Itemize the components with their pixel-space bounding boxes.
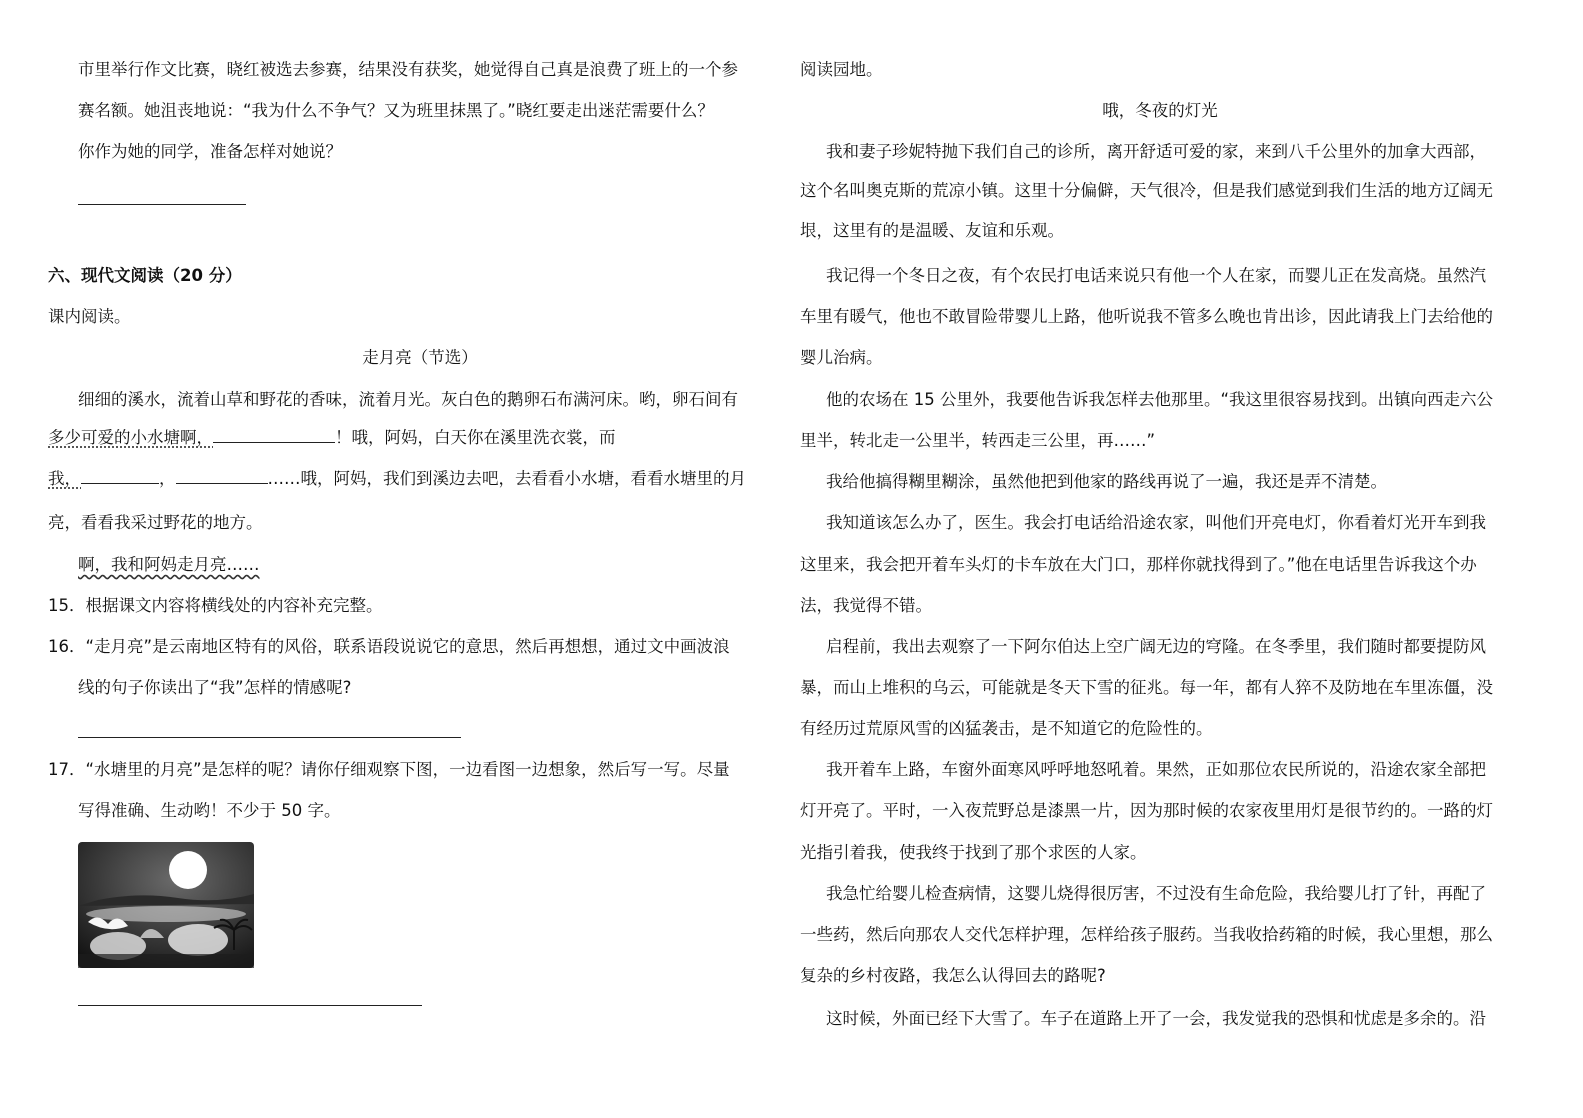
question-17-line-2: 写得准确、生动哟！不少于 50 字。	[78, 801, 341, 820]
passage-line-3a: 我，	[48, 469, 81, 488]
story-line-8: 里半，转北走一公里半，转西走三公里，再……”	[800, 431, 1156, 450]
section-title: 六、现代文阅读（20 分）	[48, 266, 242, 285]
intro-line-3: 你作为她的同学，准备怎样对她说？	[78, 142, 342, 161]
fill-blank-3[interactable]	[176, 467, 268, 484]
moon-pond-illustration	[78, 842, 254, 968]
question-15: 15．根据课文内容将横线处的内容补充完整。	[48, 596, 383, 615]
story-line-4: 我记得一个冬日之夜，有个农民打电话来说只有他一个人在家，而婴儿正在发高烧。虽然汽	[826, 266, 1486, 285]
story-line-11: 这里来，我会把开着车头灯的卡车放在大门口，那样你就找得到了。”他在电话里告诉我这个办	[800, 555, 1477, 574]
answer-line-17[interactable]	[78, 1005, 422, 1006]
story-line-17: 灯开亮了。平时，一入夜荒野总是漆黑一片，因为那时候的农家夜里用灯是很节约的。一路的灯	[800, 801, 1493, 820]
passage-title: 走月亮（节选）	[362, 348, 478, 367]
intro-line-1: 市里举行作文比赛，晓红被选去参赛，结果没有获奖，她觉得自己真是浪费了班上的一个参	[78, 60, 738, 79]
story-line-5: 车里有暖气，他也不敢冒险带婴儿上路，他听说我不管多么晚也肯出诊，因此请我上门去给他的	[800, 307, 1493, 326]
question-17-line-1: 17．“水塘里的月亮”是怎样的呢？请你仔细观察下图，一边看图一边想象，然后写一写。尽量	[48, 760, 730, 779]
sub-label: 课内阅读。	[48, 307, 131, 326]
passage-line-4: 亮，看看我采过野花的地方。	[48, 513, 263, 532]
answer-line-16[interactable]	[78, 737, 461, 738]
passage-line-3b: ，	[159, 469, 176, 488]
fill-blank-2[interactable]	[81, 467, 159, 484]
passage-line-5-wavy: 啊，我和阿妈走月亮……	[78, 555, 260, 574]
question-16-line-1: 16．“走月亮”是云南地区特有的风俗，联系语段说说它的意思，然后再想想，通过文中画波浪	[48, 637, 730, 656]
passage-line-3c: ……哦，阿妈，我们到溪边去吧，去看看小水塘，看看水塘里的月	[267, 469, 746, 488]
story-line-1: 我和妻子珍妮特抛下我们自己的诊所，离开舒适可爱的家，来到八千公里外的加拿大西部，	[826, 142, 1486, 161]
passage-line-3	[48, 467, 746, 491]
story-line-3: 垠，这里有的是温暖、友谊和乐观。	[800, 221, 1064, 240]
story-line-7: 他的农场在 15 公里外，我要他告诉我怎样去他那里。“我这里很容易找到。出镇向西走六公	[826, 390, 1494, 409]
moon-icon	[169, 851, 207, 889]
story-line-9: 我给他搞得糊里糊涂，虽然他把到他家的路线再说了一遍，我还是弄不清楚。	[826, 472, 1387, 491]
story-line-19: 我急忙给婴儿检查病情，这婴儿烧得很厉害，不过没有生命危险，我给婴儿打了针，再配了	[826, 884, 1486, 903]
story-line-20: 一些药，然后向那农人交代怎样护理，怎样给孩子服药。当我收拾药箱的时候，我心里想，那么	[800, 925, 1493, 944]
story-line-16: 我开着车上路，车窗外面寒风呼呼地怒吼着。果然，正如那位农民所说的，沿途农家全部把	[826, 760, 1486, 779]
story-title: 哦，冬夜的灯光	[1102, 101, 1218, 120]
question-16-line-2: 线的句子你读出了“我”怎样的情感呢?	[78, 678, 352, 697]
passage-line-2a: 多少可爱的小水塘啊，	[48, 428, 213, 447]
story-line-14: 暴，而山上堆积的乌云，可能就是冬天下雪的征兆。每一年，都有人猝不及防地在车里冻僵，没	[800, 678, 1493, 697]
story-line-18: 光指引着我，使我终于找到了那个求医的人家。	[800, 843, 1147, 862]
passage-line-1: 细细的溪水，流着山草和野花的香味，流着月光。灰白色的鹅卵石布满河床。哟，卵石间有	[78, 390, 738, 409]
reading-label: 阅读园地。	[800, 60, 883, 79]
story-line-13: 启程前，我出去观察了一下阿尔伯达上空广阔无边的穹隆。在冬季里，我们随时都要提防风	[826, 637, 1486, 656]
story-line-2: 这个名叫奥克斯的荒凉小镇。这里十分偏僻，天气很冷，但是我们感觉到我们生活的地方辽阔无	[800, 181, 1493, 200]
fill-blank-1[interactable]	[213, 426, 335, 443]
story-line-6: 婴儿治病。	[800, 348, 883, 367]
passage-line-2b: ！哦，阿妈，白天你在溪里洗衣裳，而	[335, 428, 616, 447]
answer-line-intro[interactable]	[78, 204, 246, 205]
story-line-21: 复杂的乡村夜路，我怎么认得回去的路呢?	[800, 966, 1106, 985]
story-line-12: 法，我觉得不错。	[800, 596, 932, 615]
story-line-15: 有经历过荒原风雪的凶猛袭击，是不知道它的危险性的。	[800, 719, 1213, 738]
passage-line-2	[48, 426, 616, 450]
story-line-22: 这时候，外面已经下大雪了。车子在道路上开了一会，我发觉我的恐惧和忧虑是多余的。沿	[826, 1009, 1486, 1028]
story-line-10: 我知道该怎么办了，医生。我会打电话给沿途农家，叫他们开亮电灯，你看着灯光开车到我	[826, 513, 1486, 532]
intro-line-2: 赛名额。她沮丧地说：“我为什么不争气？又为班里抹黑了。”晓红要走出迷茫需要什么？	[78, 101, 714, 120]
